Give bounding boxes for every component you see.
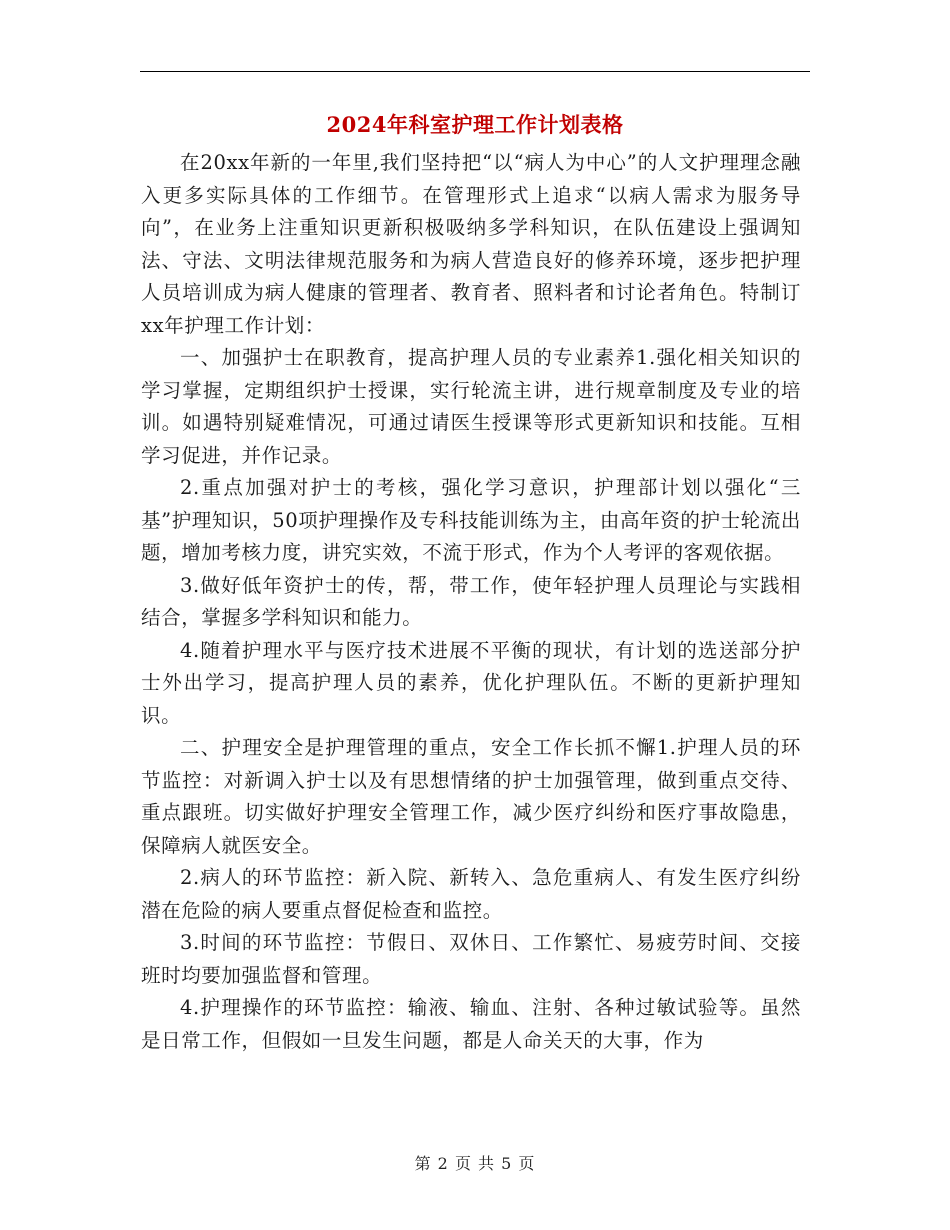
paragraph-2-4: 4.护理操作的环节监控：输液、输血、注射、各种过敏试验等。虽然是日常工作，但假如一旦发生问题，都是人命关天的大事，作为 (141, 996, 801, 1052)
document-title: 2024年科室护理工作计划表格 (326, 112, 624, 137)
header-rule (140, 71, 810, 72)
paragraph-2-2: 2.病人的环节监控：新入院、新转入、急危重病人、有发生医疗纠纷潜在危险的病人要重点督促检查和监控。 (141, 866, 801, 922)
page-number: 第 2 页 共 5 页 (414, 1154, 536, 1173)
paragraph-intro: 在20xx年新的一年里,我们坚持把“以“病人为中心”的人文护理理念融入更多实际具体的工作细节。在管理形式上追求“以病人需求为服务导向”，在业务上注重知识更新积极吸纳多学科知识，在队伍建设上强调知法、守法、文明法律规范服务和为病人营造良好的修养环境，逐步把护理人员培训成为病人健康的管理者、教育者、照料者和讨论者角色。特制订xx年护理工作计划： (141, 151, 801, 337)
paragraph-2-3: 3.时间的环节监控：节假日、双休日、工作繁忙、易疲劳时间、交接班时均要加强监督和管理。 (141, 931, 801, 987)
paragraph-1-3: 3.做好低年资护士的传，帮，带工作，使年轻护理人员理论与实践相结合，掌握多学科知识和能力。 (141, 573, 801, 629)
paragraph-1-2: 2.重点加强对护士的考核，强化学习意识，护理部计划以强化“三基”护理知识，50项护理操作及专科技能训练为主，由高年资的护士轮流出题，增加考核力度，讲究实效，不流于形式，作为个人考评的客观依据。 (141, 476, 801, 564)
paragraph-section-2: 二、护理安全是护理管理的重点，安全工作长抓不懈1.护理人员的环节监控：对新调入护士以及有思想情绪的护士加强管理，做到重点交待、重点跟班。切实做好护理安全管理工作，减少医疗纠纷和医疗事故隐患，保障病人就医安全。 (141, 736, 801, 857)
paragraph-1-4: 4.随着护理水平与医疗技术进展不平衡的现状，有计划的选送部分护士外出学习，提高护理人员的素养，优化护理队伍。不断的更新护理知识。 (141, 638, 801, 727)
document-body (141, 147, 801, 1057)
paragraph-section-1: 一、加强护士在职教育，提高护理人员的专业素养1.强化相关知识的学习掌握，定期组织护士授课，实行轮流主讲，进行规章制度及专业的培训。如遇特别疑难情况，可通过请医生授课等形式更新知识和技能。互相学习促进，并作记录。 (141, 346, 801, 467)
